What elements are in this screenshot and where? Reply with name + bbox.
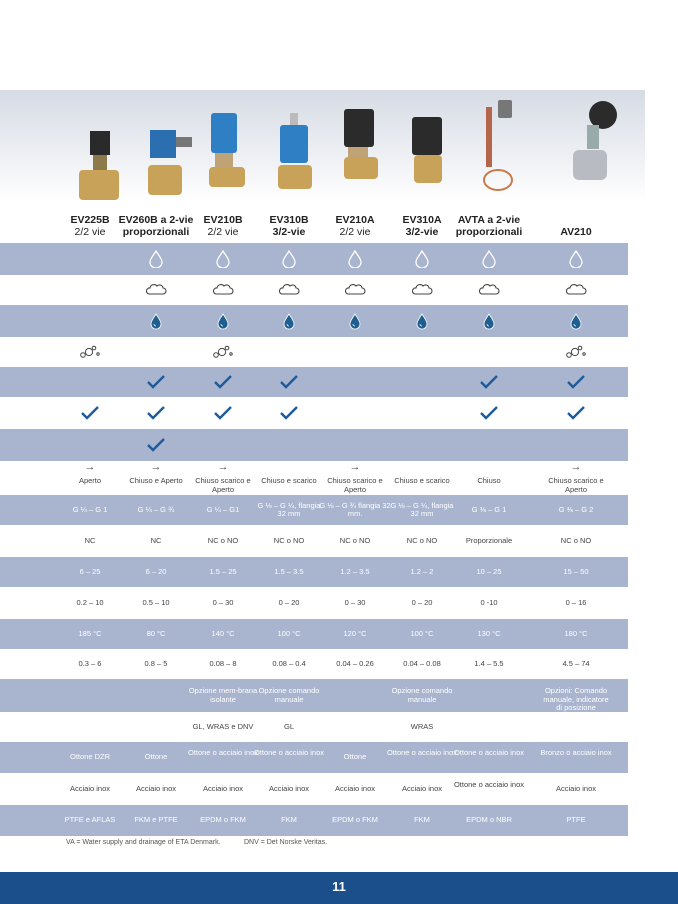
- armature-cell: Acciaio inox: [268, 783, 310, 793]
- row-medium-water: [0, 243, 628, 275]
- water-icon: [565, 250, 587, 268]
- connection-cell: G ⅜ – G 1: [471, 504, 507, 514]
- row-temperature: [0, 619, 628, 649]
- connection-cell: G ⅜ – G 2: [558, 504, 594, 514]
- armature-cell: Acciaio inox: [334, 783, 376, 793]
- air-icon: [565, 281, 587, 299]
- connection-cell: G ¼ – G 1: [72, 504, 108, 514]
- water-icon: [411, 250, 433, 268]
- option-cell: Opzione comando manuale: [391, 686, 453, 704]
- body-cell: Ottone DZR: [69, 752, 110, 762]
- product-subtitle: proporzionali: [122, 226, 190, 238]
- water-icon: [478, 250, 500, 268]
- product-subtitle: 2/2 vie: [339, 226, 371, 238]
- flow-cell: 1.4 – 5.5: [474, 658, 504, 668]
- product-subtitle: 2/2 vie: [74, 226, 106, 238]
- flow-cell: 4.5 – 74: [562, 658, 590, 668]
- product-image-ev260b: [140, 95, 198, 210]
- flow-cell: 0.04 – 0.26: [336, 658, 374, 668]
- oil-icon: [212, 312, 234, 330]
- water-icon: [344, 250, 366, 268]
- product-image-ev210a: [338, 95, 388, 210]
- row-armature-material: [0, 773, 628, 805]
- product-image-ev210b: [205, 95, 255, 210]
- checkmark-icon: [565, 404, 587, 422]
- temperature-cell: 100 °C: [277, 628, 301, 638]
- function-arrow-icon: →: [84, 461, 96, 473]
- water-icon: [145, 250, 167, 268]
- function-label: Chiuso: [477, 476, 501, 485]
- approval-cell: GL: [283, 721, 294, 731]
- product-image-avta: [478, 95, 524, 210]
- state-cell: NC: [84, 535, 96, 545]
- pressure-cell: 0 – 16: [565, 597, 587, 607]
- armature-cell: Acciaio inox: [69, 783, 111, 793]
- footnote-dnv: DNV = Det Norske Veritas.: [244, 839, 328, 846]
- row-kv: [0, 557, 628, 587]
- product-subtitle: proporzionali: [455, 226, 523, 238]
- oil-icon: [278, 312, 300, 330]
- state-cell: Proporzionale: [465, 535, 513, 545]
- seal-cell: EPDM o FKM: [332, 815, 378, 825]
- product-name: EV310A: [402, 214, 442, 226]
- product-subtitle: 3/2-vie: [405, 226, 439, 238]
- connection-cell: G ⅛ – G ¾ flangia 32 mm.: [319, 500, 391, 518]
- row-approvals: [0, 712, 628, 742]
- checkmark-icon: [212, 373, 234, 391]
- temperature-cell: 140 °C: [211, 628, 235, 638]
- air-icon: [145, 281, 167, 299]
- steam-icon: [79, 343, 101, 361]
- steam-icon: [565, 343, 587, 361]
- water-icon: [212, 250, 234, 268]
- row-connection: [0, 495, 628, 525]
- function-arrow-icon: →: [150, 461, 162, 473]
- product-name: AV210: [560, 226, 592, 238]
- checkmark-icon: [79, 404, 101, 422]
- product-name: EV260B a 2-vie: [118, 214, 194, 226]
- product-subtitle: 3/2-vie: [272, 226, 306, 238]
- checkmark-icon: [145, 436, 167, 454]
- kv-cell: 1.2 – 2: [410, 566, 434, 576]
- row-medium-oil: [0, 305, 628, 337]
- temperature-cell: 185 °C: [78, 628, 102, 638]
- row-function: [0, 461, 628, 495]
- seal-cell: FKM e PTFE: [134, 815, 178, 825]
- temperature-cell: 130 °C: [477, 628, 501, 638]
- kv-cell: 1.2 – 3.5: [340, 566, 370, 576]
- row-options: [0, 679, 628, 712]
- seal-cell: EPDM o FKM: [200, 815, 246, 825]
- kv-cell: 10 – 25: [476, 566, 502, 576]
- option-cell: Opzioni: Comando manuale, indicatore di posizione: [543, 686, 609, 712]
- product-name: EV210B: [203, 214, 243, 226]
- body-cell: Ottone o acciaio inox: [386, 748, 458, 757]
- oil-icon: [344, 312, 366, 330]
- body-cell: Bronzo o acciaio inox: [540, 748, 612, 757]
- row-feature-3: [0, 429, 628, 461]
- seal-cell: PTFE e AFLAS: [64, 815, 116, 825]
- row-flow: [0, 649, 628, 679]
- oil-icon: [478, 312, 500, 330]
- function-label: Chiuso e scarico: [394, 476, 450, 485]
- air-icon: [278, 281, 300, 299]
- seal-cell: PTFE: [566, 815, 586, 825]
- function-label: Chiuso scarico e Aperto: [327, 476, 383, 494]
- armature-cell: Acciaio inox: [135, 783, 177, 793]
- row-normal-state: [0, 525, 628, 557]
- state-cell: NC o NO: [273, 535, 305, 545]
- product-subtitle: 2/2 vie: [207, 226, 239, 238]
- state-cell: NC o NO: [560, 535, 592, 545]
- row-feature-2: [0, 397, 628, 429]
- pressure-cell: 0 – 20: [411, 597, 433, 607]
- seal-cell: EPDM o NBR: [466, 815, 512, 825]
- footnote-va: VA = Water supply and drainage of ETA Denmark.: [66, 839, 221, 846]
- checkmark-icon: [478, 373, 500, 391]
- body-cell: Ottone o acciaio inox: [253, 748, 325, 757]
- function-arrow-icon: →: [217, 461, 229, 473]
- armature-cell: Acciaio inox: [202, 783, 244, 793]
- option-cell: Opzione comando manuale: [258, 686, 320, 704]
- checkmark-icon: [278, 404, 300, 422]
- flow-cell: 0.04 – 0.08: [403, 658, 441, 668]
- function-arrow-icon: →: [570, 461, 582, 473]
- checkmark-icon: [145, 404, 167, 422]
- connection-cell: G ¼ – G1: [206, 504, 240, 514]
- body-cell: Ottone o acciaio inox: [187, 748, 259, 757]
- armature-cell: Ottone o acciaio inox: [453, 779, 525, 789]
- row-seal-material: [0, 805, 628, 836]
- checkmark-icon: [212, 404, 234, 422]
- kv-cell: 1.5 – 3.5: [274, 566, 304, 576]
- function-label: Aperto: [78, 476, 102, 485]
- row-medium-steam: [0, 337, 628, 367]
- option-cell: Opzione mem-brana isolante: [188, 686, 258, 704]
- row-body-material: [0, 742, 628, 773]
- state-cell: NC o NO: [339, 535, 371, 545]
- column-header: [528, 226, 624, 238]
- connection-cell: G ⅛ – G ¼, flangia 32 mm: [257, 500, 321, 518]
- pressure-cell: 0 -10: [480, 597, 498, 607]
- seal-cell: FKM: [281, 815, 297, 825]
- product-image-ev225b: [74, 95, 124, 210]
- flow-cell: 0.08 – 0.4: [272, 658, 306, 668]
- kv-cell: 15 – 50: [563, 566, 589, 576]
- air-icon: [344, 281, 366, 299]
- kv-cell: 6 – 20: [145, 566, 167, 576]
- water-icon: [278, 250, 300, 268]
- function-label: Chiuso e Aperto: [129, 476, 183, 485]
- row-medium-air: [0, 275, 628, 305]
- product-name: EV225B: [70, 214, 110, 226]
- pressure-cell: 0 – 30: [212, 597, 234, 607]
- oil-icon: [145, 312, 167, 330]
- pressure-cell: 0.2 – 10: [76, 597, 104, 607]
- checkmark-icon: [565, 373, 587, 391]
- body-cell: Ottone o acciaio inox: [453, 748, 525, 757]
- seal-cell: FKM: [414, 815, 430, 825]
- temperature-cell: 100 °C: [410, 628, 434, 638]
- oil-icon: [411, 312, 433, 330]
- pressure-cell: 0 – 20: [278, 597, 300, 607]
- flow-cell: 0.08 – 8: [209, 658, 237, 668]
- air-icon: [411, 281, 433, 299]
- flow-cell: 0.8 – 5: [144, 658, 168, 668]
- air-icon: [478, 281, 500, 299]
- steam-icon: [212, 343, 234, 361]
- product-image-ev310a: [406, 95, 456, 210]
- checkmark-icon: [478, 404, 500, 422]
- column-header: [441, 214, 537, 238]
- product-name: AVTA a 2-vie: [457, 214, 521, 226]
- kv-cell: 6 – 25: [79, 566, 101, 576]
- connection-cell: G ¼ – G ¾: [137, 504, 175, 514]
- function-label: Chiuso scarico e Aperto: [548, 476, 604, 494]
- temperature-cell: 80 °C: [146, 628, 166, 638]
- state-cell: NC o NO: [207, 535, 239, 545]
- pressure-cell: 0 – 30: [344, 597, 366, 607]
- function-arrow-icon: →: [349, 461, 361, 473]
- product-name: EV210A: [335, 214, 375, 226]
- flow-cell: 0.3 – 6: [78, 658, 102, 668]
- body-cell: Ottone: [343, 752, 367, 762]
- connection-cell: G ⅛ – G ¼, flangia 32 mm: [390, 500, 454, 518]
- armature-cell: Acciaio inox: [401, 783, 443, 793]
- row-pressure: [0, 587, 628, 619]
- temperature-cell: 120 °C: [343, 628, 367, 638]
- checkmark-icon: [278, 373, 300, 391]
- product-image-ev310b: [272, 95, 322, 210]
- page-number: 11: [332, 879, 346, 894]
- temperature-cell: 180 °C: [564, 628, 588, 638]
- checkmark-icon: [145, 373, 167, 391]
- oil-icon: [565, 312, 587, 330]
- product-image-av210: [565, 95, 625, 210]
- air-icon: [212, 281, 234, 299]
- row-feature-1: [0, 367, 628, 397]
- function-label: Chiuso scarico e Aperto: [195, 476, 251, 494]
- product-name: EV310B: [269, 214, 309, 226]
- armature-cell: Acciaio inox: [555, 783, 597, 793]
- function-label: Chiuso e scarico: [261, 476, 317, 485]
- state-cell: NC: [150, 535, 162, 545]
- pressure-cell: 0.5 – 10: [142, 597, 170, 607]
- approval-cell: GL, WRAS e DNV: [192, 721, 254, 731]
- state-cell: NC o NO: [406, 535, 438, 545]
- body-cell: Ottone: [144, 752, 168, 762]
- approval-cell: WRAS: [410, 721, 434, 731]
- kv-cell: 1.5 – 25: [209, 566, 237, 576]
